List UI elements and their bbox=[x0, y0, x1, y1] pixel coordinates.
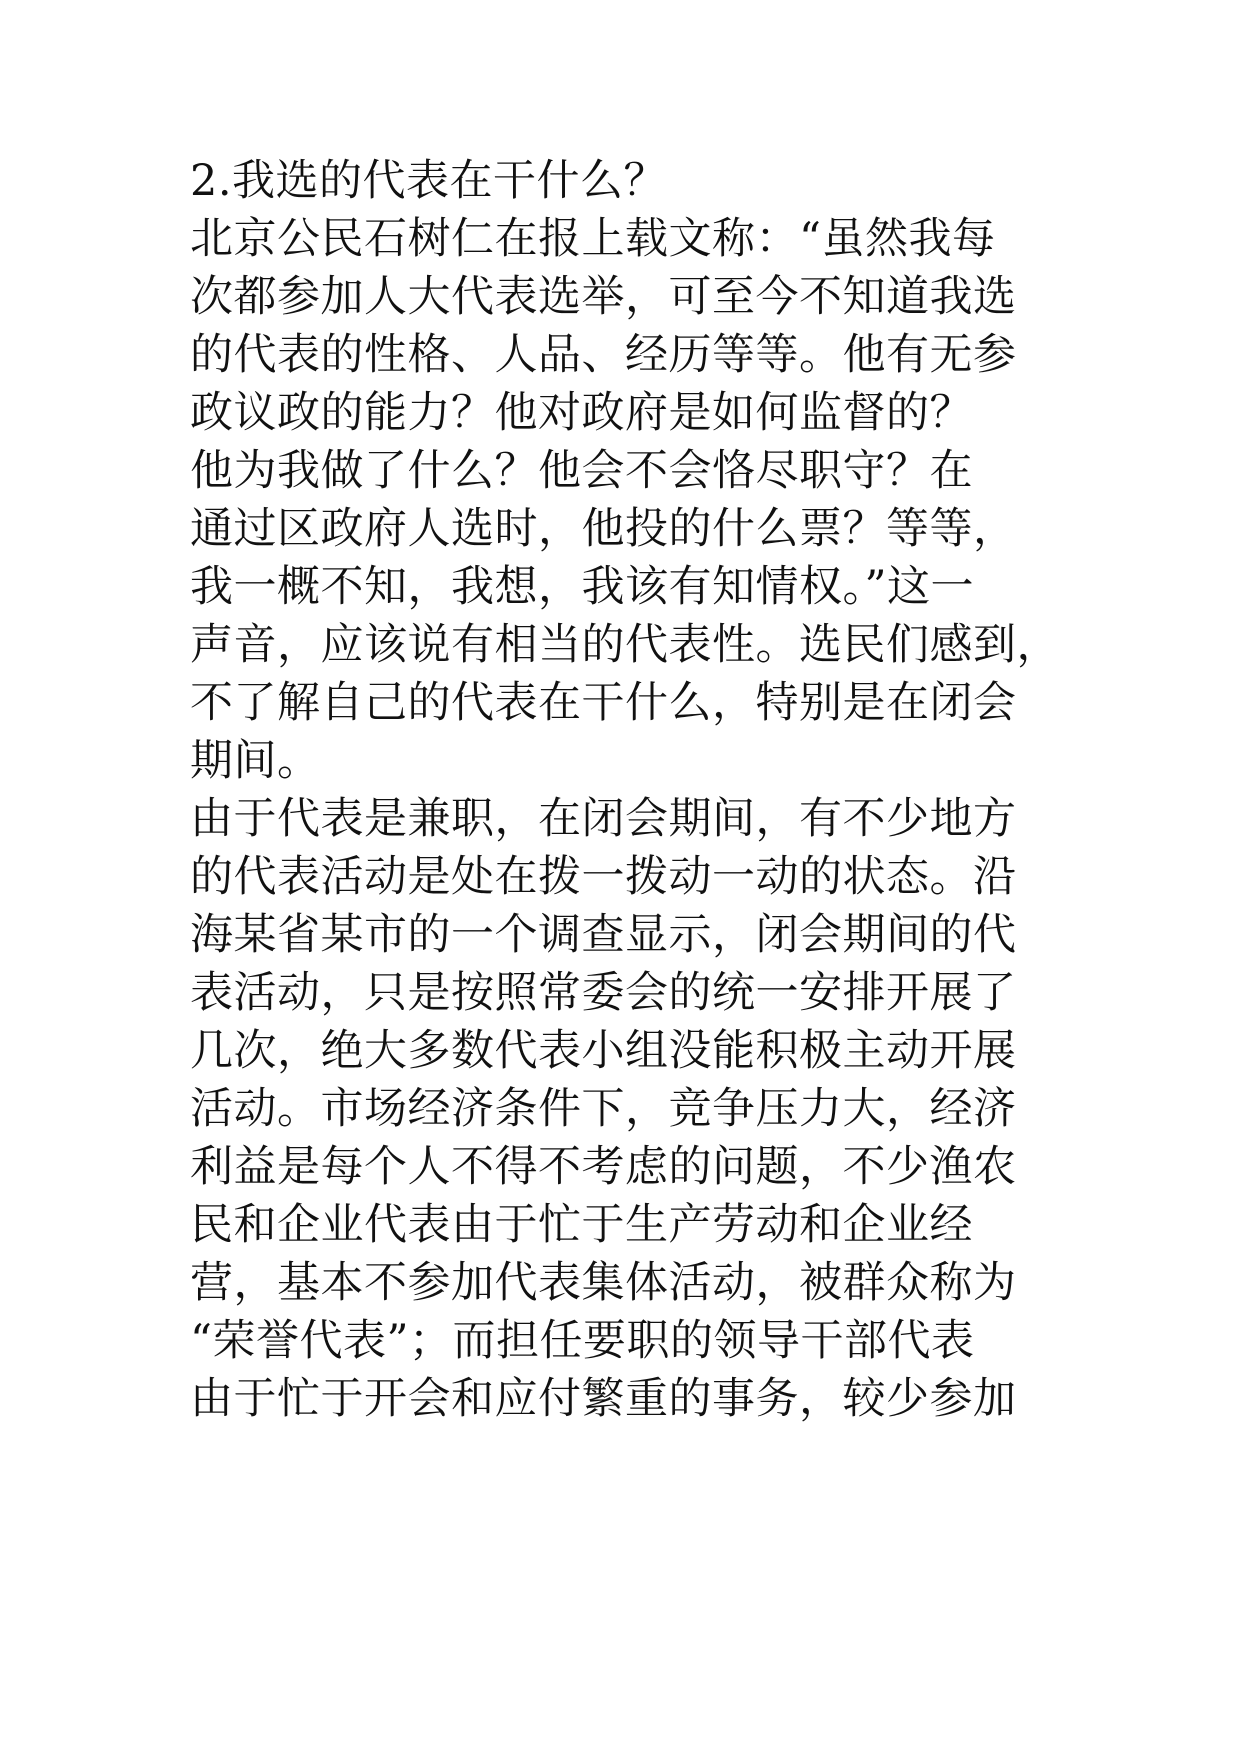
body-text bbox=[190, 152, 1070, 1428]
text-line: 次都参加人大代表选举，可至今不知道我选 bbox=[190, 272, 1017, 322]
text-line: 几次，绝大多数代表小组没能积极主动开展 bbox=[190, 1026, 1017, 1076]
text-line: 活动。市场经济条件下，竞争压力大，经济 bbox=[190, 1084, 1017, 1134]
text-line: 利益是每个人不得不考虑的问题，不少渔农 bbox=[190, 1142, 1017, 1192]
text-line: 的代表活动是处在拨一拨动一动的状态。沿 bbox=[190, 852, 1017, 902]
text-line: 北京公民石树仁在报上载文称：“虽然我每 bbox=[190, 214, 996, 264]
text-line: “荣誉代表”；而担任要职的领导干部代表 bbox=[190, 1316, 975, 1366]
text-line: 政议政的能力？他对政府是如何监督的？ bbox=[190, 388, 973, 438]
heading-line: 2.我选的代表在干什么？ bbox=[190, 156, 668, 206]
text-line: 不了解自己的代表在干什么，特别是在闭会 bbox=[190, 678, 1017, 728]
text-line: 由于代表是兼职，在闭会期间，有不少地方 bbox=[190, 794, 1017, 844]
text-line: 通过区政府人选时，他投的什么票？等等， bbox=[190, 504, 1017, 554]
text-line: 期间。 bbox=[190, 736, 321, 786]
text-line: 民和企业代表由于忙于生产劳动和企业经 bbox=[190, 1200, 973, 1250]
text-line: 他为我做了什么？他会不会恪尽职守？在 bbox=[190, 446, 973, 496]
text-line: 营，基本不参加代表集体活动，被群众称为 bbox=[190, 1258, 1017, 1308]
text-line: 表活动，只是按照常委会的统一安排开展了 bbox=[190, 968, 1017, 1018]
text-line: 海某省某市的一个调查显示，闭会期间的代 bbox=[190, 910, 1017, 960]
text-line: 由于忙于开会和应付繁重的事务，较少参加 bbox=[190, 1374, 1017, 1424]
text-line: 声音，应该说有相当的代表性。选民们感到， bbox=[190, 620, 1060, 670]
text-line: 的代表的性格、人品、经历等等。他有无参 bbox=[190, 330, 1017, 380]
text-line: 我一概不知，我想，我该有知情权。”这一 bbox=[190, 562, 974, 612]
